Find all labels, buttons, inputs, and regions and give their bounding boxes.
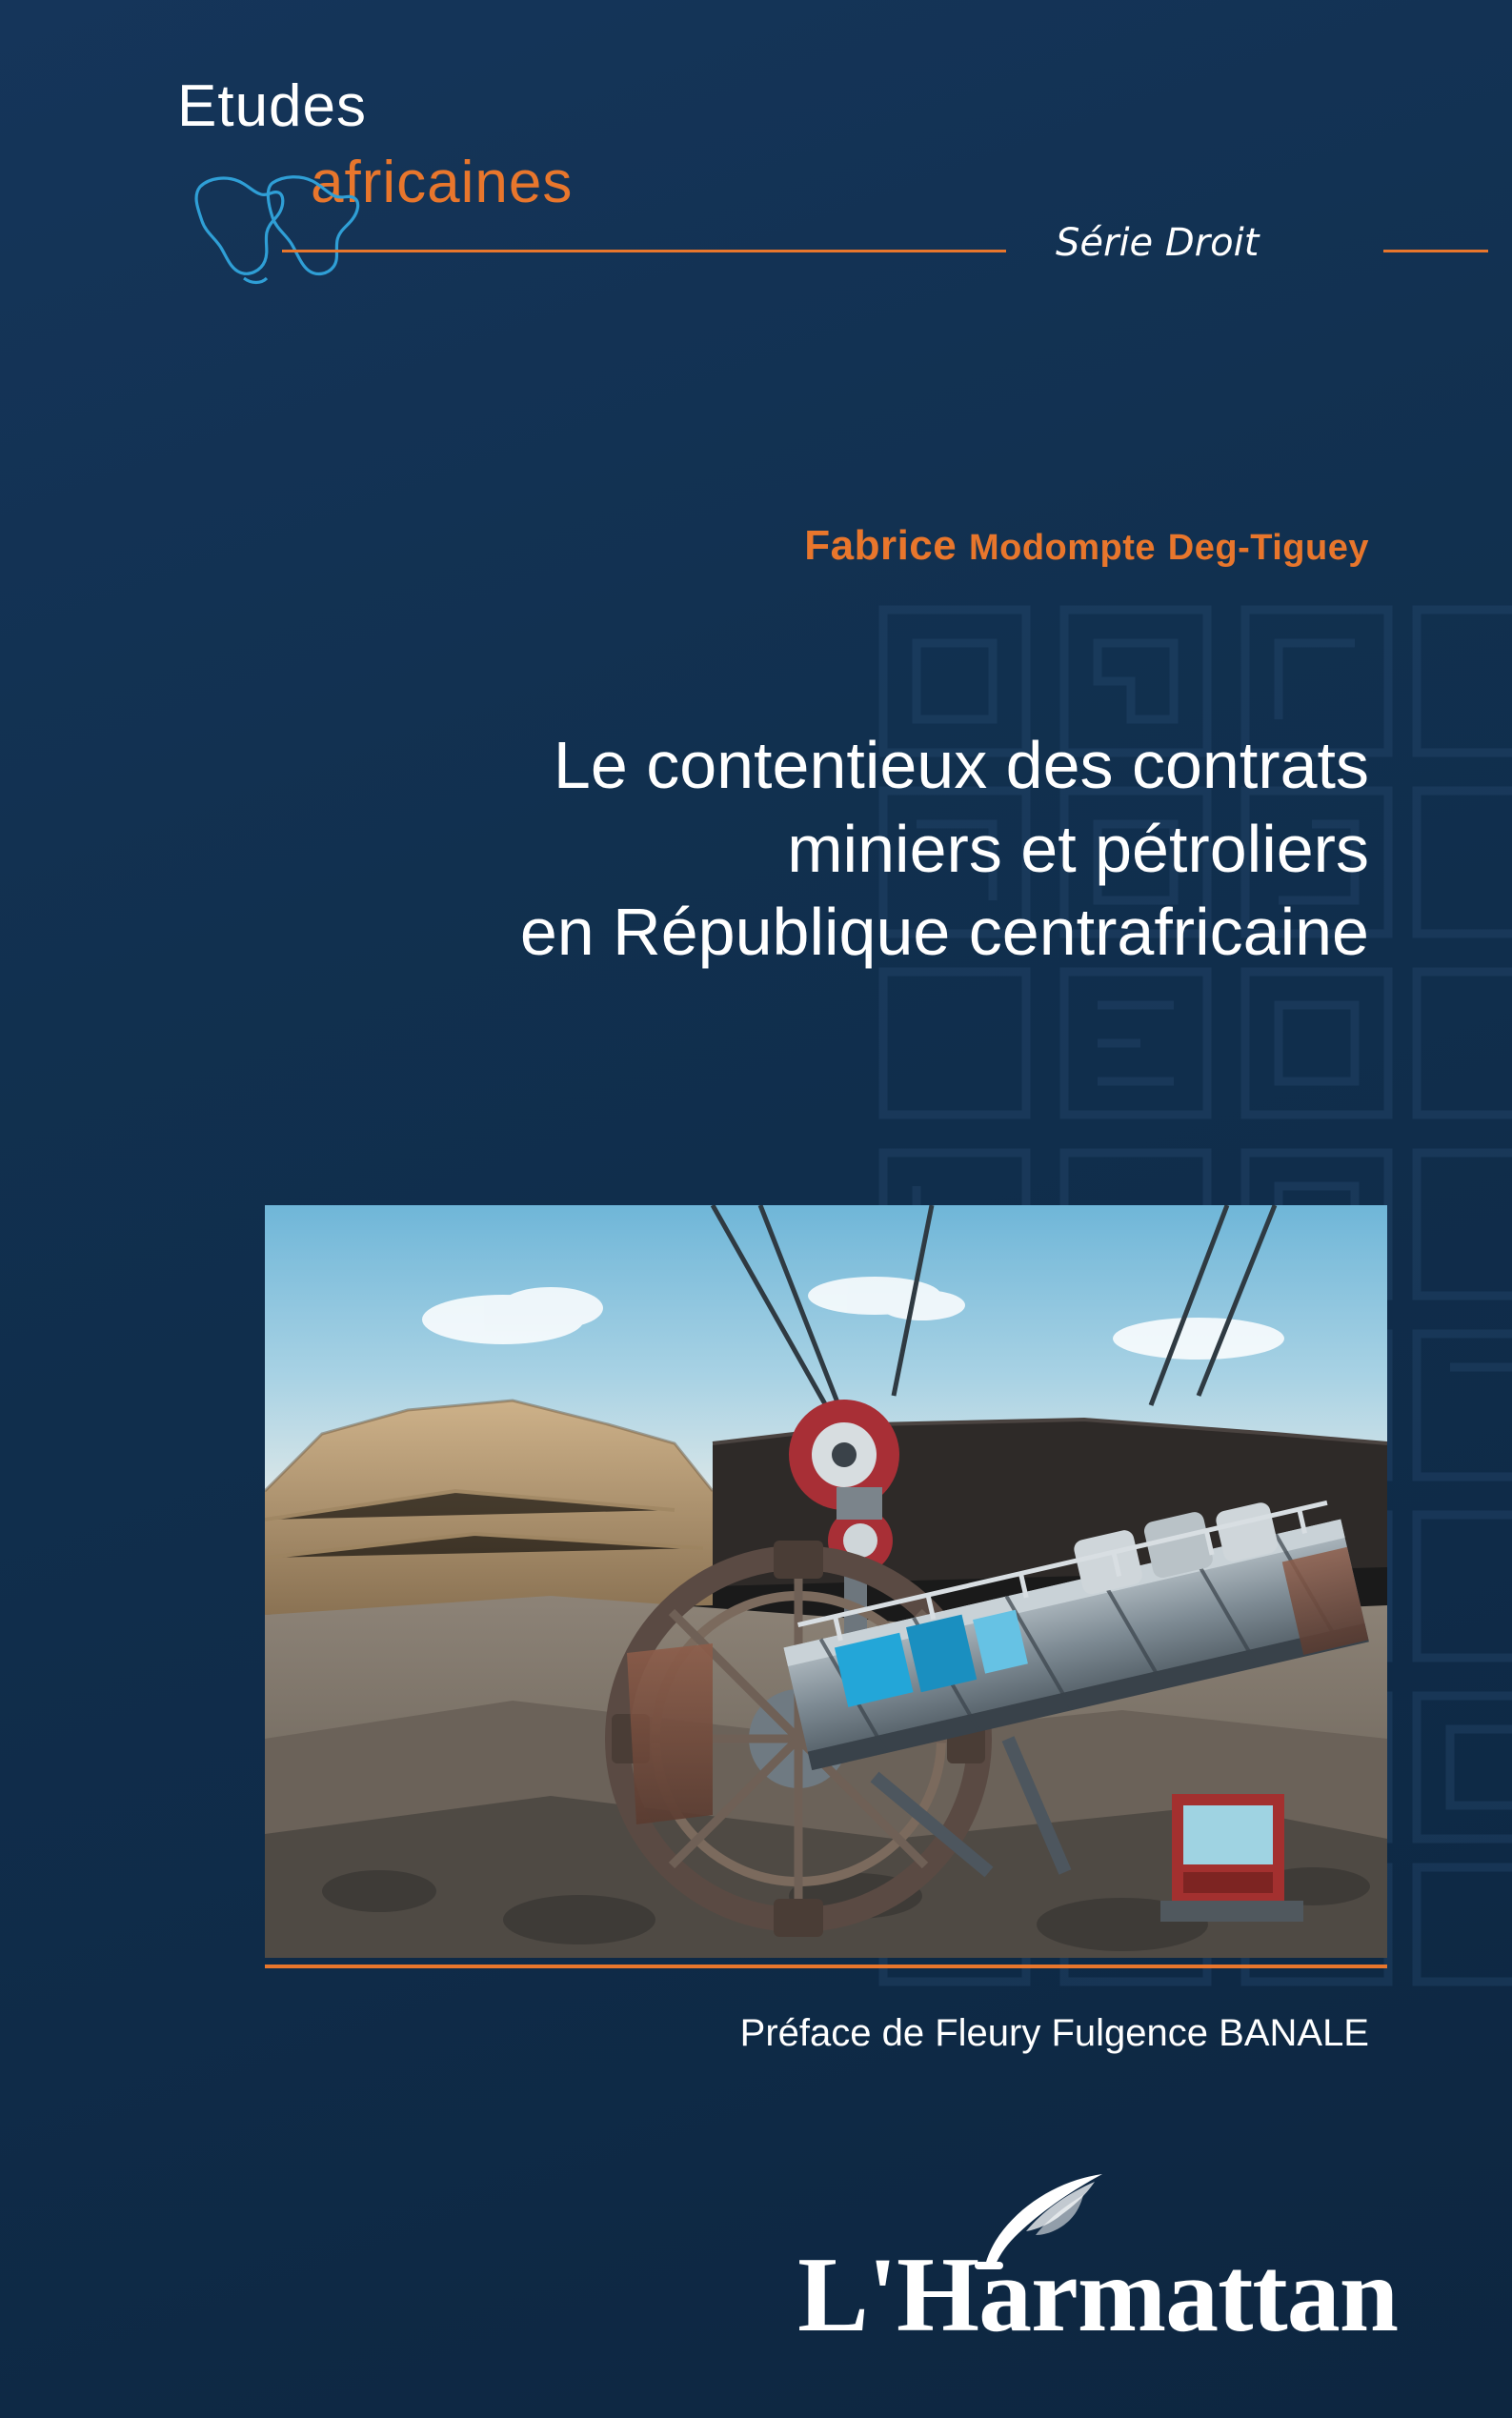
title-line-2: miniers et pétroliers	[787, 811, 1369, 886]
author-first-name: Fabrice	[804, 522, 958, 569]
author-last-name-1: Modompte	[968, 528, 1157, 568]
collection-name-line1: Etudes	[177, 73, 368, 139]
cover-photo	[265, 1205, 1387, 1958]
title-line-1: Le contentieux des contrats	[553, 728, 1369, 802]
author-last-name-2: Deg-Tiguey	[1167, 528, 1369, 568]
africa-map-icon	[185, 168, 375, 287]
header-rule-left	[282, 250, 1006, 252]
photo-underline	[265, 1965, 1387, 1968]
preface-credit: Préface de Fleury Fulgence BANALE	[739, 2012, 1369, 2054]
series-label: Série Droit	[1056, 221, 1260, 265]
author-name	[0, 522, 1369, 570]
book-title	[86, 724, 1369, 975]
title-line-3: en République centrafricaine	[519, 895, 1369, 969]
publisher-name: L'Harmattan	[797, 2236, 1398, 2354]
header-rule-right	[1383, 250, 1488, 252]
cover-photo-illustration	[265, 1205, 1387, 1958]
collection-name-line2: africaines	[311, 150, 574, 215]
publisher-logo	[797, 2172, 1398, 2363]
